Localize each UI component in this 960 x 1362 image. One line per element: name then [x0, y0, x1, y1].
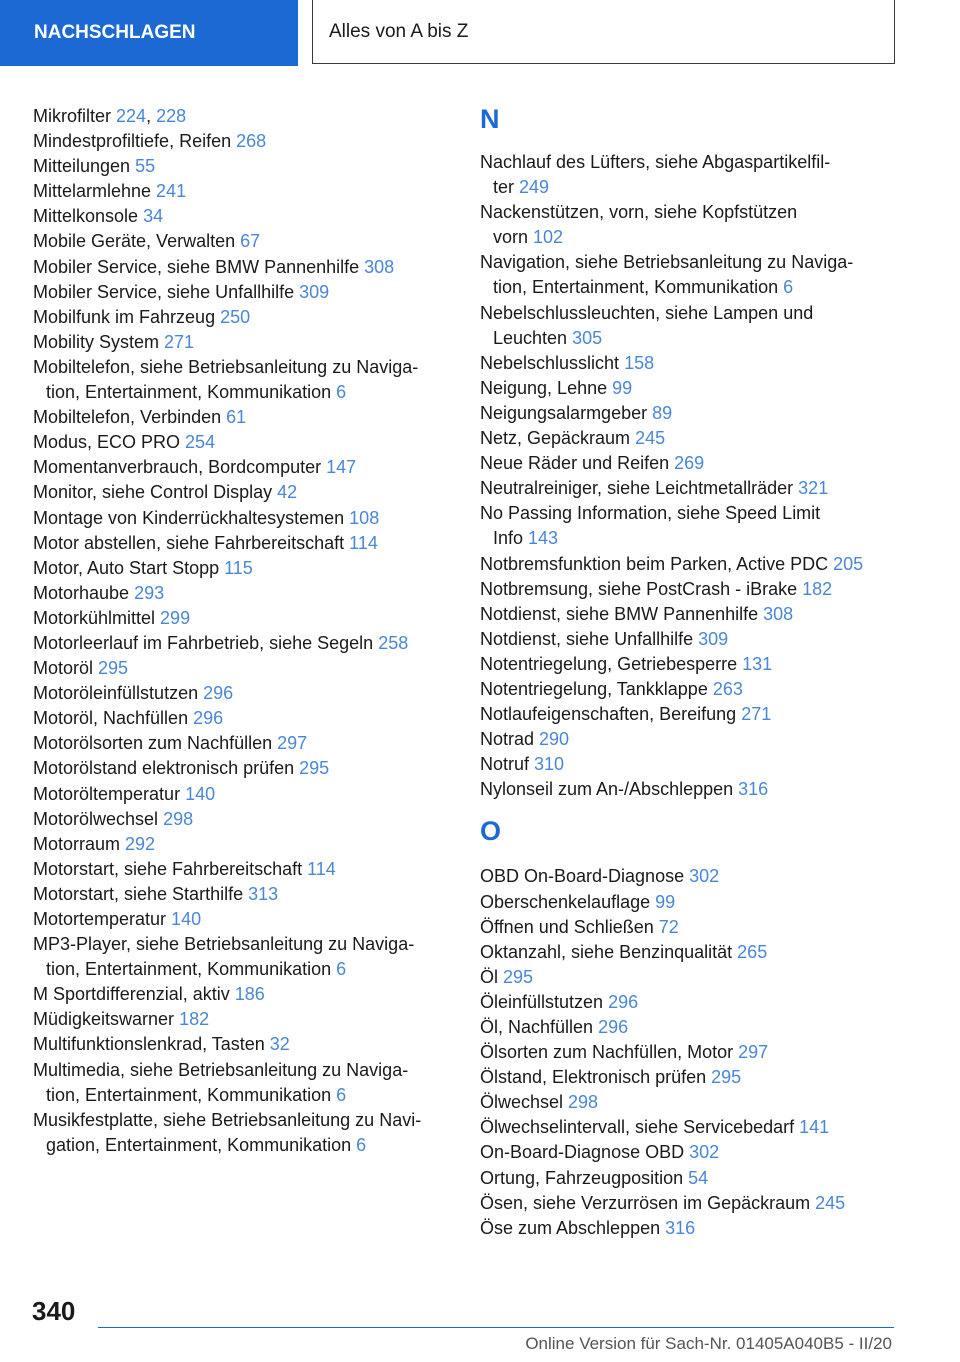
- page-reference-link[interactable]: 310: [534, 754, 565, 775]
- entry-text: Ölsorten zum Nachfüllen, Motor: [480, 1042, 739, 1063]
- page-reference-link[interactable]: 313: [248, 883, 279, 904]
- entry-text: Notrad: [480, 729, 540, 750]
- page-reference-link[interactable]: 250: [220, 306, 251, 327]
- entry-text: Müdigkeitswarner: [33, 1009, 180, 1030]
- page-reference-link[interactable]: 143: [528, 528, 559, 549]
- index-entry: [480, 602, 920, 627]
- page-reference-link[interactable]: 108: [349, 507, 380, 528]
- page-reference-link[interactable]: 131: [742, 653, 773, 674]
- index-entry: [33, 1108, 453, 1133]
- entry-text: Öl: [480, 966, 504, 987]
- entry-text: OBD On-Board-Diagnose: [480, 866, 690, 887]
- page-separator: ,: [146, 106, 157, 126]
- page-reference-link[interactable]: 6: [356, 1134, 367, 1155]
- index-entry: [33, 631, 453, 656]
- entry-text: Mikrofilter: [33, 106, 117, 126]
- index-entry-continuation: [480, 175, 920, 200]
- index-entry: [33, 305, 453, 330]
- index-entry: [480, 864, 920, 889]
- index-entry: [33, 1058, 453, 1083]
- page-reference-link[interactable]: 182: [802, 578, 833, 599]
- index-entry: [33, 756, 453, 781]
- index-entry: [480, 1065, 920, 1090]
- section-tab: NACHSCHLAGEN: [0, 0, 298, 66]
- index-entry: [33, 154, 453, 179]
- index-entry: [33, 179, 453, 204]
- index-entry: [480, 376, 920, 401]
- chapter-title: Alles von A bis Z: [312, 0, 895, 64]
- page-reference-link[interactable]: 305: [572, 327, 603, 348]
- page-reference-link[interactable]: 245: [815, 1192, 846, 1213]
- index-entry: [480, 1090, 920, 1115]
- entry-text: Ortung, Fahrzeugposition: [480, 1167, 689, 1188]
- index-entry: [480, 552, 920, 577]
- entry-text: Motorkühlmittel: [33, 607, 161, 628]
- page-reference-link[interactable]: 55: [135, 156, 156, 177]
- index-entry: [33, 1032, 453, 1057]
- letter-heading: N: [480, 104, 500, 134]
- entry-text: Motoröl, Nachfüllen: [33, 708, 194, 729]
- index-entry: [480, 476, 920, 501]
- entry-text: Notentriegelung, Tankklappe: [480, 678, 713, 699]
- entry-text: Mobile Geräte, Verwalten: [33, 231, 241, 252]
- index-entry-continuation: [480, 526, 920, 551]
- index-entry: [480, 652, 920, 677]
- footer-divider: [98, 1327, 894, 1328]
- index-entry: [33, 807, 453, 832]
- page-reference-link[interactable]: 302: [689, 866, 720, 887]
- index-entry: [33, 455, 453, 480]
- index-entry-continuation: [33, 957, 453, 982]
- page-reference-link[interactable]: 271: [741, 704, 772, 725]
- entry-text: No Passing Information, siehe Speed Limit: [480, 503, 821, 524]
- index-entry: [480, 1040, 920, 1065]
- index-column-left: [33, 104, 453, 1158]
- index-entry: [33, 832, 453, 857]
- entry-text: Nackenstützen, vorn, siehe Kopfstützen: [480, 202, 798, 223]
- entry-text: Neigung, Lehne: [480, 377, 613, 398]
- entry-text: Mobiler Service, siehe BMW Pannenhilfe: [33, 256, 365, 277]
- entry-text-continuation: vorn: [493, 227, 534, 248]
- entry-text: On-Board-Diagnose OBD: [480, 1142, 690, 1163]
- page-reference-link[interactable]: 241: [156, 181, 187, 202]
- entry-text: Mittelkonsole: [33, 206, 144, 227]
- page-reference-link[interactable]: 302: [689, 1142, 720, 1163]
- entry-text: Motortemperatur: [33, 909, 172, 929]
- index-entry: [480, 677, 920, 702]
- index-entry: [33, 556, 453, 581]
- index-entry: [33, 706, 453, 731]
- entry-text: Nylonseil zum An-/Abschleppen: [480, 779, 739, 800]
- entry-text: Notdienst, siehe Unfallhilfe: [480, 628, 699, 649]
- index-entry: [33, 907, 453, 932]
- index-entry: [33, 581, 453, 606]
- entry-text: Öleinfüllstutzen: [480, 991, 609, 1012]
- page-reference-link[interactable]: 140: [171, 909, 202, 929]
- page-reference-link[interactable]: 89: [652, 402, 673, 423]
- page-reference-link[interactable]: 298: [163, 808, 194, 829]
- page-reference-link[interactable]: 268: [236, 131, 267, 152]
- entry-text: Ölstand, Elektronisch prüfen: [480, 1067, 712, 1088]
- page-reference-link[interactable]: 297: [277, 733, 308, 754]
- page-reference-link[interactable]: 72: [658, 916, 679, 937]
- index-entry: [480, 301, 920, 326]
- entry-text: Mindestprofiltiefe, Reifen: [33, 131, 237, 152]
- index-entry: [33, 330, 453, 355]
- index-entry: [33, 229, 453, 254]
- entry-text: Motorraum: [33, 833, 126, 854]
- page-reference-link[interactable]: 61: [226, 407, 247, 428]
- page-reference-link[interactable]: 290: [539, 729, 570, 750]
- index-entry-continuation: [480, 326, 920, 351]
- page-reference-link[interactable]: 182: [179, 1009, 210, 1030]
- page-reference-link[interactable]: 298: [568, 1092, 599, 1113]
- index-entry: [33, 681, 453, 706]
- index-entry: [33, 280, 453, 305]
- index-entry: [480, 727, 920, 752]
- page-reference-link[interactable]: 114: [349, 532, 378, 553]
- entry-text: Motorhaube: [33, 582, 135, 603]
- index-entry: [480, 940, 920, 965]
- entry-text-continuation: gation, Entertainment, Kommunikation: [46, 1134, 357, 1155]
- index-entry: [480, 451, 920, 476]
- entry-text: Öffnen und Schließen: [480, 916, 659, 937]
- entry-text: Öse zum Abschleppen: [480, 1217, 666, 1238]
- index-entry: [480, 627, 920, 652]
- index-entry: [33, 656, 453, 681]
- page-number: 340: [32, 1296, 76, 1326]
- page-reference-link[interactable]: 296: [203, 683, 234, 704]
- page-reference-link[interactable]: 141: [799, 1117, 830, 1138]
- page-reference-link[interactable]: 316: [665, 1217, 696, 1238]
- page-reference-link[interactable]: 296: [193, 708, 224, 729]
- letter-heading: O: [480, 816, 502, 847]
- index-entry: [480, 990, 920, 1015]
- entry-text: Momentanverbrauch, Bordcomputer: [33, 457, 327, 478]
- entry-text: Modus, ECO PRO: [33, 432, 186, 453]
- index-entry: [480, 965, 920, 990]
- index-entry-continuation: [33, 1133, 453, 1158]
- entry-text: Multimedia, siehe Betriebsanleitung zu Naviga-: [33, 1059, 409, 1080]
- page-reference-link[interactable]: 308: [364, 256, 395, 277]
- entry-text: Motorstart, siehe Starthilfe: [33, 883, 249, 904]
- entry-text: Musikfestplatte, siehe Betriebsanleitung zu Navi-: [33, 1109, 422, 1130]
- entry-text: Ölwechselintervall, siehe Servicebedarf: [480, 1117, 800, 1138]
- index-entry: [480, 777, 920, 802]
- index-entry: [33, 857, 453, 882]
- entry-text: Motor abstellen, siehe Fahrbereitschaft: [33, 532, 350, 553]
- index-entry: [33, 731, 453, 756]
- index-entry: [33, 606, 453, 631]
- page-reference-link[interactable]: 6: [336, 959, 347, 980]
- entry-text: Mitteilungen: [33, 156, 136, 177]
- index-entry-continuation: [480, 275, 920, 300]
- page-reference-link[interactable]: 265: [737, 941, 768, 962]
- entry-text: Motorölsorten zum Nachfüllen: [33, 733, 278, 754]
- index-entry: [480, 426, 920, 451]
- index-entry: [480, 1216, 920, 1241]
- entry-text-continuation: tion, Entertainment, Kommunikation: [46, 382, 337, 403]
- page-reference-link[interactable]: 6: [783, 277, 794, 298]
- entry-text-continuation: Info: [493, 528, 529, 549]
- entry-text: Motor, Auto Start Stopp: [33, 557, 225, 578]
- index-entry-continuation: [33, 1083, 453, 1108]
- index-entry: [33, 531, 453, 556]
- page-reference-link[interactable]: 34: [143, 206, 164, 227]
- index-entry: [33, 104, 453, 129]
- page-reference-link[interactable]: 316: [738, 779, 769, 800]
- index-entry: [480, 577, 920, 602]
- page-reference-link[interactable]: 245: [635, 428, 666, 449]
- entry-text: Motorölwechsel: [33, 808, 164, 829]
- page-reference-link[interactable]: 263: [712, 678, 743, 699]
- entry-text: Nachlauf des Lüfters, siehe Abgaspartikelfil-: [480, 152, 831, 172]
- page-reference-link[interactable]: 99: [655, 891, 676, 912]
- page-reference-link[interactable]: 6: [336, 382, 347, 403]
- page-reference-link[interactable]: 224: [116, 106, 147, 126]
- page-reference-link[interactable]: 6: [336, 1084, 347, 1105]
- page-reference-link[interactable]: 186: [234, 984, 265, 1005]
- page-reference-link[interactable]: 99: [612, 377, 633, 398]
- entry-text: Motoröl: [33, 658, 99, 679]
- index-entry: [33, 506, 453, 531]
- page-header: [0, 0, 960, 66]
- index-column-right: [480, 104, 920, 1241]
- page-reference-link[interactable]: 42: [277, 482, 298, 503]
- entry-text: Notruf: [480, 754, 535, 775]
- entry-text: Motorstart, siehe Fahrbereitschaft: [33, 858, 308, 879]
- page-reference-link[interactable]: 228: [156, 106, 187, 126]
- entry-text: Motorleerlauf im Fahrbetrieb, siehe Segeln: [33, 632, 379, 653]
- entry-text: Nebelschlussleuchten, siehe Lampen und: [480, 302, 814, 323]
- entry-text: Mobiltelefon, siehe Betriebsanleitung zu Naviga-: [33, 356, 419, 377]
- page-reference-link[interactable]: 269: [674, 453, 705, 474]
- index-entry: [33, 255, 453, 280]
- entry-text: Montage von Kinderrückhaltesystemen: [33, 507, 350, 528]
- page-reference-link[interactable]: 296: [608, 991, 639, 1012]
- page-reference-link[interactable]: 295: [711, 1067, 742, 1088]
- entry-text: Notlaufeigenschaften, Bereifung: [480, 704, 742, 725]
- entry-text: Notentriegelung, Getriebesperre: [480, 653, 743, 674]
- index-entry: [480, 501, 920, 526]
- entry-text: Öl, Nachfüllen: [480, 1017, 599, 1037]
- index-entry: [33, 204, 453, 229]
- index-entry: [480, 1015, 920, 1040]
- page-reference-link[interactable]: 54: [688, 1167, 709, 1188]
- index-entry: [33, 982, 453, 1007]
- entry-text: Ösen, siehe Verzurrösen im Gepäckraum: [480, 1192, 816, 1213]
- page-reference-link[interactable]: 292: [125, 833, 156, 854]
- entry-text: Oktanzahl, siehe Benzinqualität: [480, 941, 738, 962]
- page-reference-link[interactable]: 293: [134, 582, 165, 603]
- page-reference-link[interactable]: 115: [224, 557, 253, 578]
- entry-text: Nebelschlusslicht: [480, 352, 625, 373]
- entry-text: Mobility System: [33, 331, 165, 352]
- page-reference-link[interactable]: 205: [833, 553, 864, 574]
- page-reference-link[interactable]: 321: [798, 478, 829, 499]
- page-reference-link[interactable]: 271: [164, 331, 195, 352]
- online-version-note: Online Version für Sach-Nr. 01405A040B5 - II/20: [525, 1334, 892, 1353]
- page-reference-link[interactable]: 295: [503, 966, 534, 987]
- entry-text: Motorölstand elektronisch prüfen: [33, 758, 300, 779]
- index-entry: [33, 1007, 453, 1032]
- index-entry: [480, 351, 920, 376]
- entry-text: Oberschenkelauflage: [480, 891, 656, 912]
- index-entry: [480, 1191, 920, 1216]
- entry-text: Multifunktionslenkrad, Tasten: [33, 1034, 270, 1055]
- index-entry: [480, 1166, 920, 1191]
- index-entry: [480, 890, 920, 915]
- entry-text: MP3-Player, siehe Betriebsanleitung zu Naviga-: [33, 934, 415, 955]
- index-entry: [480, 702, 920, 727]
- index-entry: [480, 1140, 920, 1165]
- index-entry: [33, 782, 453, 807]
- index-entry: [480, 915, 920, 940]
- page-reference-link[interactable]: 299: [160, 607, 191, 628]
- page-reference-link[interactable]: 140: [185, 783, 216, 804]
- entry-text-continuation: tion, Entertainment, Kommunikation: [46, 959, 337, 980]
- page-reference-link[interactable]: 258: [378, 632, 409, 653]
- entry-text-continuation: Leuchten: [493, 327, 573, 348]
- index-entry: [33, 430, 453, 455]
- page-reference-link[interactable]: 295: [299, 758, 330, 779]
- page-reference-link[interactable]: 102: [533, 227, 564, 248]
- entry-text: Mittelarmlehne: [33, 181, 157, 202]
- entry-text: Mobiltelefon, Verbinden: [33, 407, 227, 428]
- entry-text: Neutralreiniger, siehe Leichtmetallräder: [480, 478, 799, 499]
- page-reference-link[interactable]: 67: [240, 231, 261, 252]
- entry-text: Notbremsfunktion beim Parken, Active PDC: [480, 553, 834, 574]
- page-reference-link[interactable]: 32: [269, 1034, 290, 1055]
- entry-text: Netz, Gepäckraum: [480, 428, 636, 449]
- index-entry: [33, 882, 453, 907]
- entry-text: Mobilfunk im Fahrzeug: [33, 306, 221, 327]
- entry-text: Neigungsalarmgeber: [480, 402, 653, 423]
- index-entry: [33, 355, 453, 380]
- page-reference-link[interactable]: 147: [326, 457, 357, 478]
- entry-text-continuation: ter: [493, 177, 520, 198]
- entry-text: Monitor, siehe Control Display: [33, 482, 278, 503]
- index-entry: [480, 150, 920, 175]
- entry-text-continuation: tion, Entertainment, Kommunikation: [493, 277, 784, 298]
- entry-text: Navigation, siehe Betriebsanleitung zu Naviga-: [480, 252, 854, 273]
- entry-text: Mobiler Service, siehe Unfallhilfe: [33, 281, 300, 302]
- page-reference-link[interactable]: 309: [299, 281, 330, 302]
- index-entry: [480, 1115, 920, 1140]
- page-reference-link[interactable]: 295: [98, 658, 129, 679]
- index-entry-continuation: [480, 225, 920, 250]
- page-reference-link[interactable]: 296: [598, 1017, 629, 1037]
- index-entry: [33, 405, 453, 430]
- index-entry-continuation: [33, 380, 453, 405]
- index-entry: [480, 401, 920, 426]
- page-reference-link[interactable]: 114: [307, 858, 336, 879]
- index-entry: [480, 752, 920, 777]
- page-reference-link[interactable]: 308: [763, 603, 794, 624]
- entry-text: M Sportdifferenzial, aktiv: [33, 984, 235, 1005]
- entry-text: Notdienst, siehe BMW Pannenhilfe: [480, 603, 764, 624]
- entry-text: Ölwechsel: [480, 1092, 569, 1113]
- entry-text: Notbremsung, siehe PostCrash - iBrake: [480, 578, 803, 599]
- index-entry: [480, 250, 920, 275]
- entry-text-continuation: tion, Entertainment, Kommunikation: [46, 1084, 337, 1105]
- index-entry: [33, 480, 453, 505]
- page-reference-link[interactable]: 158: [624, 352, 655, 373]
- index-entry: [33, 129, 453, 154]
- entry-text: Neue Räder und Reifen: [480, 453, 675, 474]
- page-reference-link[interactable]: 249: [519, 177, 550, 198]
- entry-text: Motoröleinfüllstutzen: [33, 683, 204, 704]
- index-entry: [480, 200, 920, 225]
- page-reference-link[interactable]: 297: [738, 1042, 769, 1063]
- page-reference-link[interactable]: 254: [185, 432, 216, 453]
- entry-text: Motoröltemperatur: [33, 783, 186, 804]
- index-entry: [33, 932, 453, 957]
- page-reference-link[interactable]: 309: [698, 628, 729, 649]
